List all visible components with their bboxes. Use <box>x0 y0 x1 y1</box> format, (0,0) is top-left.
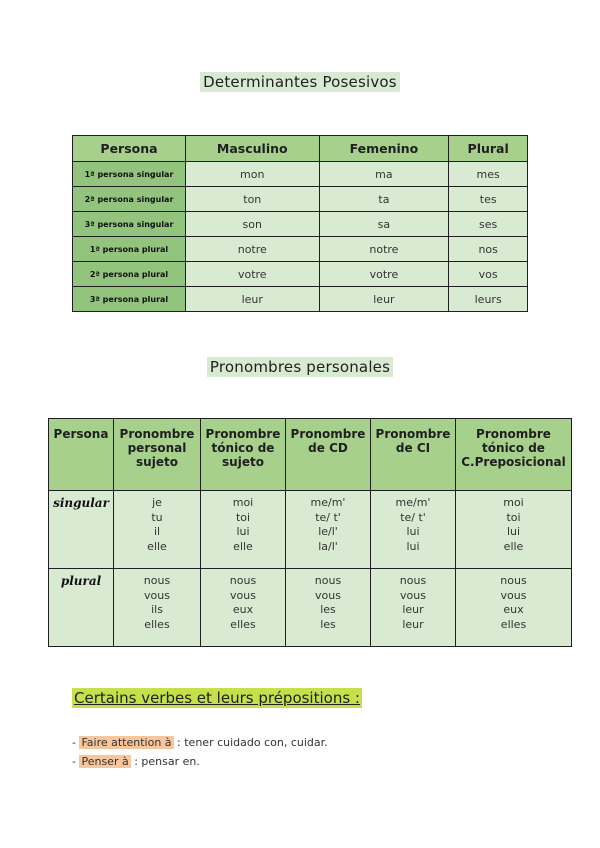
row-label: 3ª persona plural <box>73 287 186 312</box>
header-plural: Plural <box>449 136 528 162</box>
personal-pronouns-title: Pronombres personales <box>0 358 600 376</box>
table-cell: moi toi lui elle <box>201 491 286 569</box>
table-row <box>73 287 528 312</box>
header-ci-pronoun: Pronombre de CI <box>371 419 456 491</box>
table-cell: notre <box>186 237 320 262</box>
header-prepositional-pronoun: Pronombre tónico de C.Preposicional <box>456 419 572 491</box>
table-cell: nos <box>449 237 528 262</box>
verbs-prepositions-heading: Certains verbes et leurs prépositions : <box>74 689 360 707</box>
header-subject-pronoun: Pronombre personal sujeto <box>114 419 201 491</box>
table-row <box>73 212 528 237</box>
table-cell: ma <box>319 162 449 187</box>
table-cell: ton <box>186 187 320 212</box>
table-header-row <box>73 136 528 162</box>
verb-item: - Faire attention à : tener cuidado con, cuidar. <box>72 736 328 749</box>
table-cell: votre <box>186 262 320 287</box>
table-cell: son <box>186 212 320 237</box>
possessive-determiners-title: Determinantes Posesivos <box>0 73 600 91</box>
row-label-singular: singular <box>49 491 114 569</box>
row-label: 1ª persona plural <box>73 237 186 262</box>
verb-highlight: Faire attention à <box>81 736 172 749</box>
table-cell: me/m' te/ t' le/l' la/l' <box>286 491 371 569</box>
row-label: 3ª persona singular <box>73 212 186 237</box>
table-cell: je tu il elle <box>114 491 201 569</box>
table-cell: nous vous eux elles <box>456 569 572 647</box>
verb-item: - Penser à : pensar en. <box>72 755 200 768</box>
table-cell: mon <box>186 162 320 187</box>
table-row <box>73 262 528 287</box>
table-cell: nous vous eux elles <box>201 569 286 647</box>
header-cd-pronoun: Pronombre de CD <box>286 419 371 491</box>
row-label-plural: plural <box>49 569 114 647</box>
table-cell: notre <box>319 237 449 262</box>
possessive-determiners-table <box>72 135 528 312</box>
table-row <box>73 187 528 212</box>
table-cell: vos <box>449 262 528 287</box>
table-cell: leurs <box>449 287 528 312</box>
table-cell: nous vous leur leur <box>371 569 456 647</box>
table-cell: nous vous ils elles <box>114 569 201 647</box>
table-cell: votre <box>319 262 449 287</box>
header-persona: Persona <box>73 136 186 162</box>
table-row <box>73 237 528 262</box>
row-label: 2ª persona singular <box>73 187 186 212</box>
table-cell: mes <box>449 162 528 187</box>
header-femenino: Femenino <box>319 136 449 162</box>
table-row-singular <box>49 491 572 569</box>
header-persona: Persona <box>49 419 114 491</box>
header-tonic-subject-pronoun: Pronombre tónico de sujeto <box>201 419 286 491</box>
row-label: 2ª persona plural <box>73 262 186 287</box>
row-label: 1ª persona singular <box>73 162 186 187</box>
header-masculino: Masculino <box>186 136 320 162</box>
table-cell: sa <box>319 212 449 237</box>
table-row-plural <box>49 569 572 647</box>
table-cell: leur <box>319 287 449 312</box>
table-row <box>73 162 528 187</box>
table-cell: ta <box>319 187 449 212</box>
personal-pronouns-table <box>48 418 572 647</box>
table-cell: leur <box>186 287 320 312</box>
table-cell: nous vous les les <box>286 569 371 647</box>
table-cell: me/m' te/ t' lui lui <box>371 491 456 569</box>
verb-highlight: Penser à <box>81 755 129 768</box>
table-cell: tes <box>449 187 528 212</box>
table-cell: ses <box>449 212 528 237</box>
table-header-row <box>49 419 572 491</box>
table-cell: moi toi lui elle <box>456 491 572 569</box>
